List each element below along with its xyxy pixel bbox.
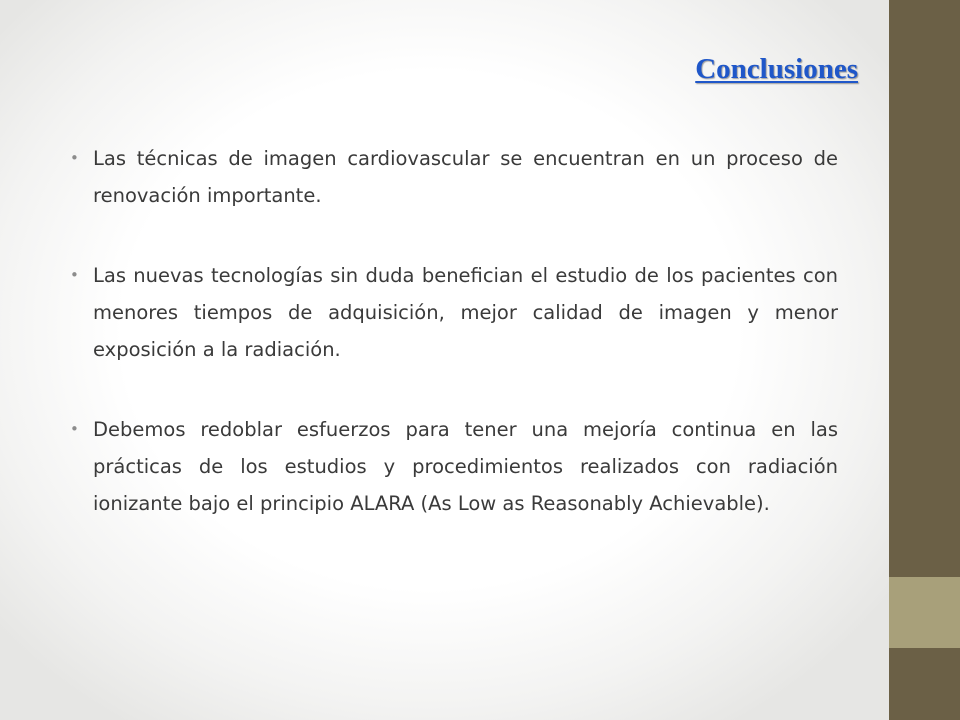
bullet-icon: • xyxy=(70,149,79,167)
bullet-list xyxy=(70,140,838,565)
bullet-text: Las técnicas de imagen cardiovascular se encuentran en un proceso de renovación importante. xyxy=(93,147,838,207)
slide-title: Conclusiones xyxy=(695,53,858,85)
bullet-text: Debemos redoblar esfuerzos para tener una mejoría continua en las prácticas de los estudios y procedimientos realizados con radiación ionizante bajo el principio ALARA (As Low as Reasonably Achievable). xyxy=(93,418,838,515)
bullet-item xyxy=(70,140,838,214)
bullet-item xyxy=(70,257,838,368)
sidebar-accent-block xyxy=(889,577,960,648)
bullet-item xyxy=(70,411,838,522)
bullet-icon: • xyxy=(70,266,79,284)
bullet-text: Las nuevas tecnologías sin duda benefician el estudio de los pacientes con menores tiempos de adquisición, mejor calidad de imagen y menor exposición a la radiación. xyxy=(93,264,838,361)
bullet-icon: • xyxy=(70,420,79,438)
